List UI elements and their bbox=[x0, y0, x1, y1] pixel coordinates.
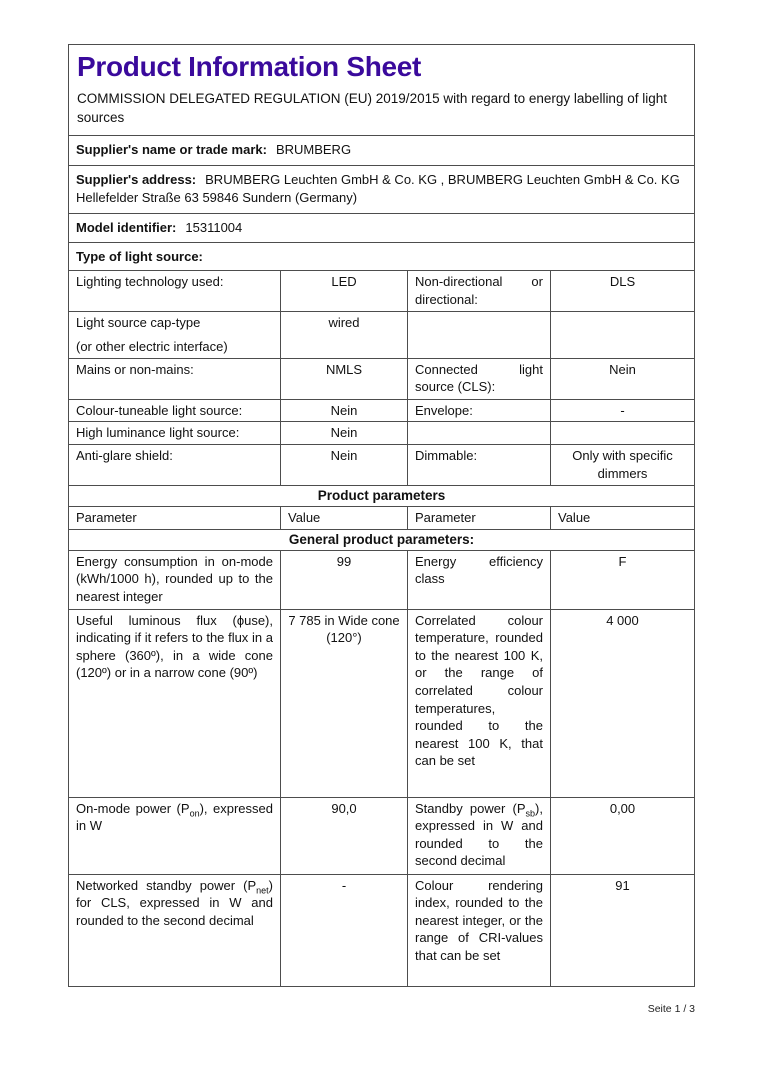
param-cell: Energy consumption in on-mode (kWh/1000 h), rounded up to the nearest integer bbox=[76, 553, 273, 604]
value-cell: 90,0 bbox=[280, 798, 407, 874]
param-cell bbox=[407, 312, 550, 358]
row-useful-luminous-flux bbox=[69, 609, 694, 797]
value-cell bbox=[550, 422, 694, 444]
param-cell: Colour rendering index, rounded to the nearest integer, or the range of CRI-values that can be set bbox=[407, 875, 550, 986]
param-cell: Colour-tuneable light source: bbox=[76, 402, 243, 418]
column-header: Parameter bbox=[76, 509, 137, 525]
value-cell: Only with specific dimmers bbox=[550, 445, 694, 485]
supplier-address-value: BRUMBERG Leuchten GmbH & Co. KG , BRUMBERG Leuchten GmbH & Co. KG Hellefelder Straße 63 59846 Sundern (Germany) bbox=[76, 172, 680, 205]
value-cell: 4 000 bbox=[550, 610, 694, 797]
param-text: Networked standby power (P bbox=[76, 877, 257, 893]
param-cell: High luminance light source: bbox=[76, 425, 240, 441]
value-cell: Nein bbox=[550, 359, 694, 399]
param-cell: Envelope: bbox=[407, 400, 550, 422]
type-of-light-source-label: Type of light source: bbox=[76, 248, 203, 264]
param-cell: Lighting technology used: bbox=[76, 274, 224, 290]
row-cap-type bbox=[69, 311, 694, 358]
value-cell: Nein bbox=[280, 422, 407, 444]
param-cell bbox=[69, 312, 280, 358]
param-text: ), expressed in W and rounded to the second decimal bbox=[415, 800, 543, 869]
value-cell bbox=[550, 312, 694, 358]
param-cell bbox=[407, 798, 550, 874]
page-title: Product Information Sheet bbox=[77, 51, 422, 82]
column-header: Value bbox=[550, 507, 694, 529]
row-colour-tuneable bbox=[69, 399, 694, 422]
row-anti-glare bbox=[69, 444, 694, 485]
param-cell bbox=[69, 875, 280, 986]
row-supplier-name bbox=[69, 135, 694, 165]
param-cell bbox=[69, 798, 280, 874]
section-product-parameters: Product parameters bbox=[69, 485, 694, 506]
cap-type-line1: Light source cap-type bbox=[76, 314, 201, 330]
param-cell: Mains or non-mains: bbox=[76, 361, 194, 377]
param-text: On-mode power (P bbox=[76, 800, 190, 816]
param-cell: Anti-glare shield: bbox=[76, 447, 173, 463]
param-subscript: sb bbox=[525, 808, 536, 819]
value-cell: Nein bbox=[280, 400, 407, 422]
row-networked-standby-power bbox=[69, 874, 694, 986]
param-cell bbox=[407, 422, 550, 444]
regulation-subtitle: COMMISSION DELEGATED REGULATION (EU) 2019/2015 with regard to energy labelling of light sources bbox=[77, 91, 667, 125]
column-header: Value bbox=[280, 507, 407, 529]
cap-type-line2: (or other electric interface) bbox=[76, 339, 228, 355]
param-cell: Energy efficiency class bbox=[407, 551, 550, 609]
row-lighting-technology bbox=[69, 270, 694, 310]
value-cell: NMLS bbox=[280, 359, 407, 399]
param-subscript: on bbox=[189, 808, 200, 819]
value-cell: 91 bbox=[550, 875, 694, 986]
row-supplier-address bbox=[69, 165, 694, 213]
value-cell: Nein bbox=[280, 445, 407, 485]
row-mains bbox=[69, 358, 694, 399]
value-cell: 0,00 bbox=[550, 798, 694, 874]
supplier-name-value: BRUMBERG bbox=[275, 142, 352, 158]
row-column-headers bbox=[69, 506, 694, 529]
supplier-name-label: Supplier's name or trade mark: bbox=[76, 142, 267, 158]
value-cell: - bbox=[280, 875, 407, 986]
param-cell: Correlated colour temperature, rounded to the nearest 100 K, or the range of correlated colour temperatures, rounded to the nearest 100 K, that can be set bbox=[407, 610, 550, 797]
row-model-identifier bbox=[69, 213, 694, 242]
value-cell: DLS bbox=[550, 271, 694, 310]
row-type-of-light-source bbox=[69, 242, 694, 271]
row-high-luminance bbox=[69, 421, 694, 444]
value-cell: LED bbox=[280, 271, 407, 310]
param-cell: Connected light source (CLS): bbox=[407, 359, 550, 399]
param-text: ) for CLS, expressed in W and rounded to the second decimal bbox=[76, 877, 273, 928]
row-energy-consumption bbox=[69, 550, 694, 609]
param-text: Standby power (P bbox=[415, 800, 526, 816]
supplier-address-label: Supplier's address: bbox=[76, 172, 197, 188]
model-identifier-label: Model identifier: bbox=[76, 220, 177, 236]
value-cell: wired bbox=[280, 312, 407, 358]
param-cell: Useful luminous flux (ϕuse), indicating if it refers to the flux in a sphere (360º), in a wide cone (120º) or in a narrow cone (90º) bbox=[76, 612, 273, 681]
param-cell: Non-directional or directional: bbox=[407, 271, 550, 310]
row-on-mode-power bbox=[69, 797, 694, 874]
product-information-sheet bbox=[68, 44, 695, 987]
param-text: ), expressed in W bbox=[76, 800, 273, 834]
param-cell: Dimmable: bbox=[407, 445, 550, 485]
param-subscript: net bbox=[256, 885, 269, 896]
value-cell: F bbox=[550, 551, 694, 609]
value-cell: 7 785 in Wide cone (120°) bbox=[280, 610, 407, 797]
column-header: Parameter bbox=[407, 507, 550, 529]
model-identifier-value: 15311004 bbox=[185, 220, 243, 236]
value-cell: 99 bbox=[280, 551, 407, 609]
value-cell: - bbox=[550, 400, 694, 422]
section-general-product-parameters: General product parameters: bbox=[69, 529, 694, 550]
page-number: Seite 1 / 3 bbox=[647, 1003, 695, 1015]
title-block bbox=[69, 45, 694, 135]
